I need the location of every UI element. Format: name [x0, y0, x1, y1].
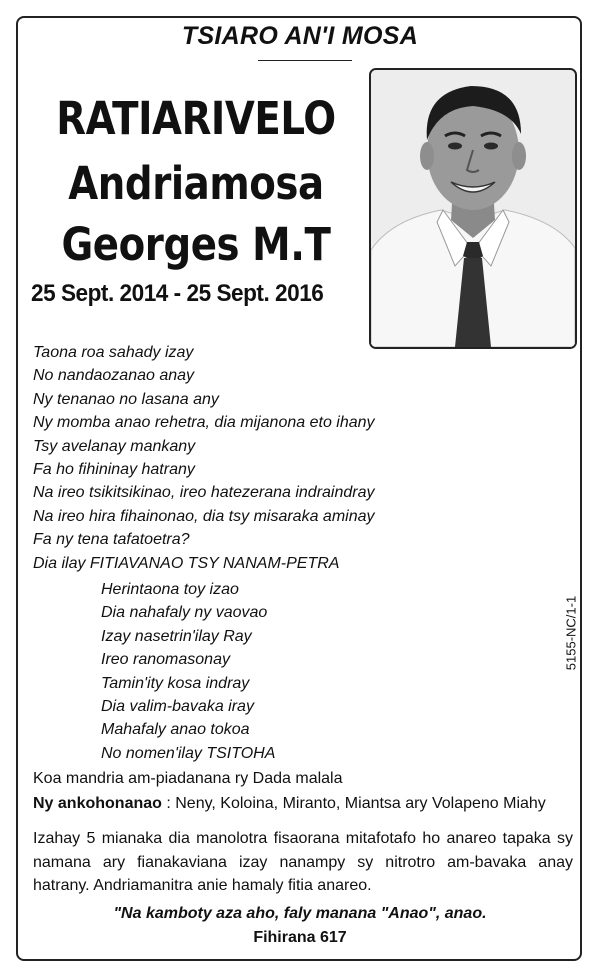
- poem-line: Na ireo hira fihainonao, dia tsy misaraka aminay: [33, 507, 375, 525]
- poem-line: Ny tenanao no lasana any: [33, 390, 219, 408]
- poem-line: Herintaona toy izao: [101, 581, 239, 598]
- memorial-dates: 25 Sept. 2014 - 25 Sept. 2016: [31, 280, 324, 307]
- poem-line: No nomen'ilay TSITOHA: [101, 744, 276, 762]
- family-members: : Neny, Koloina, Miranto, Miantsa ary Volapeno Miahy: [161, 795, 546, 812]
- poem-line: Na ireo tsikitsikinao, ireo hatezerana indraindray: [33, 484, 375, 502]
- farewell-line: Koa mandria am-piadanana ry Dada malala: [33, 770, 343, 787]
- poem-line: Dia valim-bavaka iray: [101, 697, 254, 715]
- reference-code: [561, 588, 581, 678]
- poem-line: Izay nasetrin'ilay Ray: [101, 627, 252, 645]
- portrait-photo: [369, 68, 577, 349]
- poem-line: Fa ny tena tafatoetra?: [33, 531, 190, 549]
- poem-first-stanza: [33, 341, 375, 575]
- poem-line: Ireo ranomasonay: [101, 651, 230, 669]
- reference-code-text: 5155-NC/1-1: [563, 595, 579, 671]
- deceased-other-names: Georges M.T: [61, 218, 331, 271]
- poem-line: Taona roa sahady izay: [33, 344, 194, 361]
- poem-line: Tamin'ity kosa indray: [101, 674, 250, 692]
- poem-line: No nandaozanao anay: [33, 367, 195, 385]
- family-line: [33, 795, 546, 813]
- title-underline: [258, 60, 352, 61]
- poem-line: Ny momba anao rehetra, dia mijanona eto ihany: [33, 414, 375, 432]
- poem-line: Tsy avelanay mankany: [33, 437, 196, 455]
- poem-line: Dia ilay FITIAVANAO TSY NANAM-PETRA: [33, 554, 340, 572]
- announcement-title: TSIARO AN'I MOSA: [181, 22, 419, 50]
- poem-line: Dia nahafaly ny vaovao: [101, 604, 268, 622]
- deceased-surname: RATIARIVELO: [56, 92, 336, 145]
- poem-second-stanza: [101, 578, 275, 765]
- poem-line: Fa ho fihininay hatrany: [33, 460, 195, 478]
- deceased-first-name: Andriamosa: [68, 157, 324, 210]
- hymn-reference: Fihirana 617: [253, 929, 347, 946]
- family-label: Ny ankohonanao: [33, 795, 162, 812]
- thanks-message: Izahay 5 mianaka dia manolotra fisaorana mitafotafo ho anareo tapaka sy namana ary fianakaviana izay nanampy sy nitrotro am-bavaka anay hatrany. Andriamanitra anie hamaly fitia anareo.: [33, 830, 573, 894]
- poem-line: Mahafaly anao tokoa: [101, 721, 250, 739]
- closing-quote: "Na kamboty aza aho, faly manana "Anao", anao.: [113, 905, 487, 922]
